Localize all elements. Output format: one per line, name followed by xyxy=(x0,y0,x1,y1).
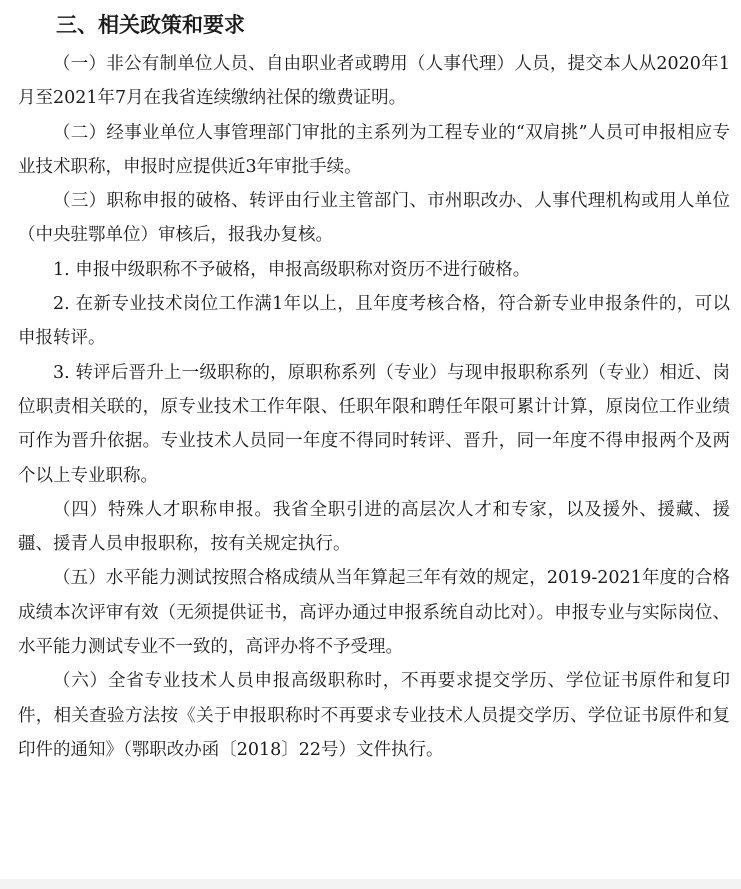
page-bottom-edge xyxy=(0,879,741,889)
policy-paragraph-1: （一）非公有制单位人员、自由职业者或聘用（人事代理）人员，提交本人从2020年1月至2021年7月在我省连续缴纳社保的缴费证明。 xyxy=(18,54,730,109)
policy-paragraph-3: （三）职称申报的破格、转评由行业主管部门、市州职改办、人事代理机构或用人单位（中央驻鄂单位）审核后，报我办复核。 xyxy=(18,191,730,246)
section-heading: 三、相关政策和要求 xyxy=(56,13,245,37)
section-body xyxy=(18,47,730,767)
policy-subitem-1: 1. 申报中级职称不予破格，申报高级职称对资历不进行破格。 xyxy=(53,259,531,280)
policy-subitem-3: 3. 转评后晋升上一级职称的，原职称系列（专业）与现申报职称系列（专业）相近、岗位职责相关联的，原专业技术工作年限、任职年限和聘任年限可累计计算，原岗位工作业绩可作为晋升依据。专业技术人员同一年度不得同时转评、晋升，同一年度不得申报两个及两个以上专业职称。 xyxy=(18,362,730,486)
policy-subitem-2: 2. 在新专业技术岗位工作满1年以上，且年度考核合格，符合新专业申报条件的，可以申报转评。 xyxy=(18,294,730,349)
policy-paragraph-2: （二）经事业单位人事管理部门审批的主系列为工程专业的“双肩挑”人员可申报相应专业技术职称，申报时应提供近3年审批手续。 xyxy=(18,122,730,177)
policy-paragraph-4: （四）特殊人才职称申报。我省全职引进的高层次人才和专家，以及援外、援藏、援疆、援青人员申报职称，按有关规定执行。 xyxy=(18,499,730,555)
policy-paragraph-6: （六）全省专业技术人员申报高级职称时，不再要求提交学历、学位证书原件和复印件，相关查验方法按《关于申报职称时不再要求专业技术人员提交学历、学位证书原件和复印件的通知》（鄂职改办函〔2018〕22号）文件执行。 xyxy=(18,671,730,760)
policy-paragraph-5: （五）水平能力测试按照合格成绩从当年算起三年有效的规定，2019-2021年度的合格成绩本次评审有效（无须提供证书，高评办通过申报系统自动比对）。申报专业与实际岗位、水平能力测试专业不一致的，高评办将不予受理。 xyxy=(18,568,730,658)
